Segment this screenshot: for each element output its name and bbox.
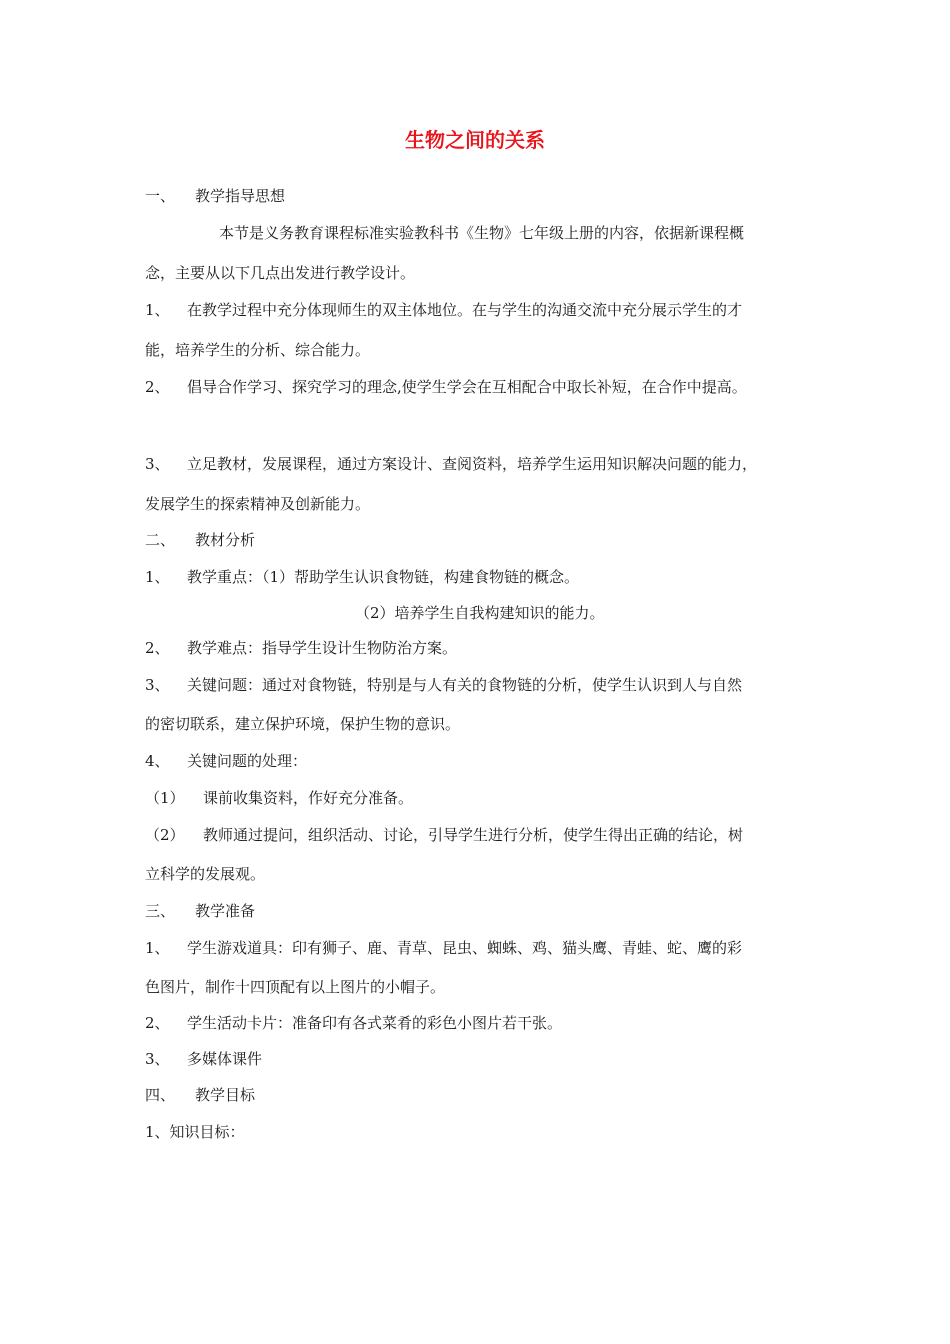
- paragraph: 本节是义务教育课程标准实验教科书《生物》七年级上册的内容，依据新课程概: [219, 224, 745, 242]
- list-item: 2、 学生活动卡片：准备印有各式菜肴的彩色小图片若干张。: [145, 1014, 563, 1032]
- paragraph: 色图片，制作十四顶配有以上图片的小帽子。: [145, 978, 446, 996]
- section-title: 教学目标: [195, 1086, 256, 1104]
- list-item: 1、 教学重点：（1）帮助学生认识食物链，构建食物链的概念。: [145, 568, 580, 586]
- document-title: 生物之间的关系: [405, 128, 545, 152]
- list-item: 1、 学生游戏道具：印有狮子、鹿、青草、昆虫、蜘蛛、鸡、猫头鹰、青蛙、蛇、鹰的彩: [145, 939, 743, 957]
- section-title: 教材分析: [195, 531, 256, 549]
- section-heading-2: [145, 530, 815, 550]
- list-item: 3、 立足教材，发展课程，通过方案设计、查阅资料，培养学生运用知识解决问题的能力，: [145, 455, 758, 473]
- section-title: 教学准备: [195, 902, 256, 920]
- paragraph: 1、知识目标：: [145, 1123, 245, 1141]
- section-number: 三、: [145, 902, 176, 920]
- section-heading-4: [145, 1085, 815, 1105]
- paragraph: 的密切联系，建立保护环境，保护生物的意识。: [145, 715, 461, 733]
- paragraph: 发展学生的探索精神及创新能力。: [145, 495, 371, 513]
- section-number: 四、: [145, 1086, 176, 1104]
- list-item: 2、 教学难点：指导学生设计生物防治方案。: [145, 639, 458, 657]
- section-number: 二、: [145, 531, 176, 549]
- section-heading-1: [145, 186, 815, 206]
- sub-list-item: （2） 教师通过提问，组织活动、讨论，引导学生进行分析，使学生得出正确的结论，树: [145, 826, 744, 844]
- list-item: 3、 多媒体课件: [145, 1050, 263, 1068]
- paragraph: 立科学的发展观。: [145, 865, 266, 883]
- section-heading-3: [145, 901, 815, 921]
- section-number: 一、: [145, 187, 176, 205]
- sub-list-item: （1） 课前收集资料，作好充分准备。: [145, 789, 414, 807]
- list-item-continued: （2）培养学生自我构建知识的能力。: [355, 604, 605, 622]
- list-item: 3、 关键问题：通过对食物链，特别是与人有关的食物链的分析，使学生认识到人与自然: [145, 676, 743, 694]
- paragraph: 念，主要从以下几点出发进行教学设计。: [145, 264, 416, 282]
- paragraph: 能，培养学生的分析、综合能力。: [145, 341, 371, 359]
- section-title: 教学指导思想: [195, 187, 286, 205]
- list-item: 2、 倡导合作学习、探究学习的理念,使学生学会在互相配合中取长补短，在合作中提高。: [145, 378, 747, 396]
- list-item: 4、 关键问题的处理：: [145, 752, 308, 770]
- list-item: 1、 在教学过程中充分体现师生的双主体地位。在与学生的沟通交流中充分展示学生的才: [145, 301, 743, 319]
